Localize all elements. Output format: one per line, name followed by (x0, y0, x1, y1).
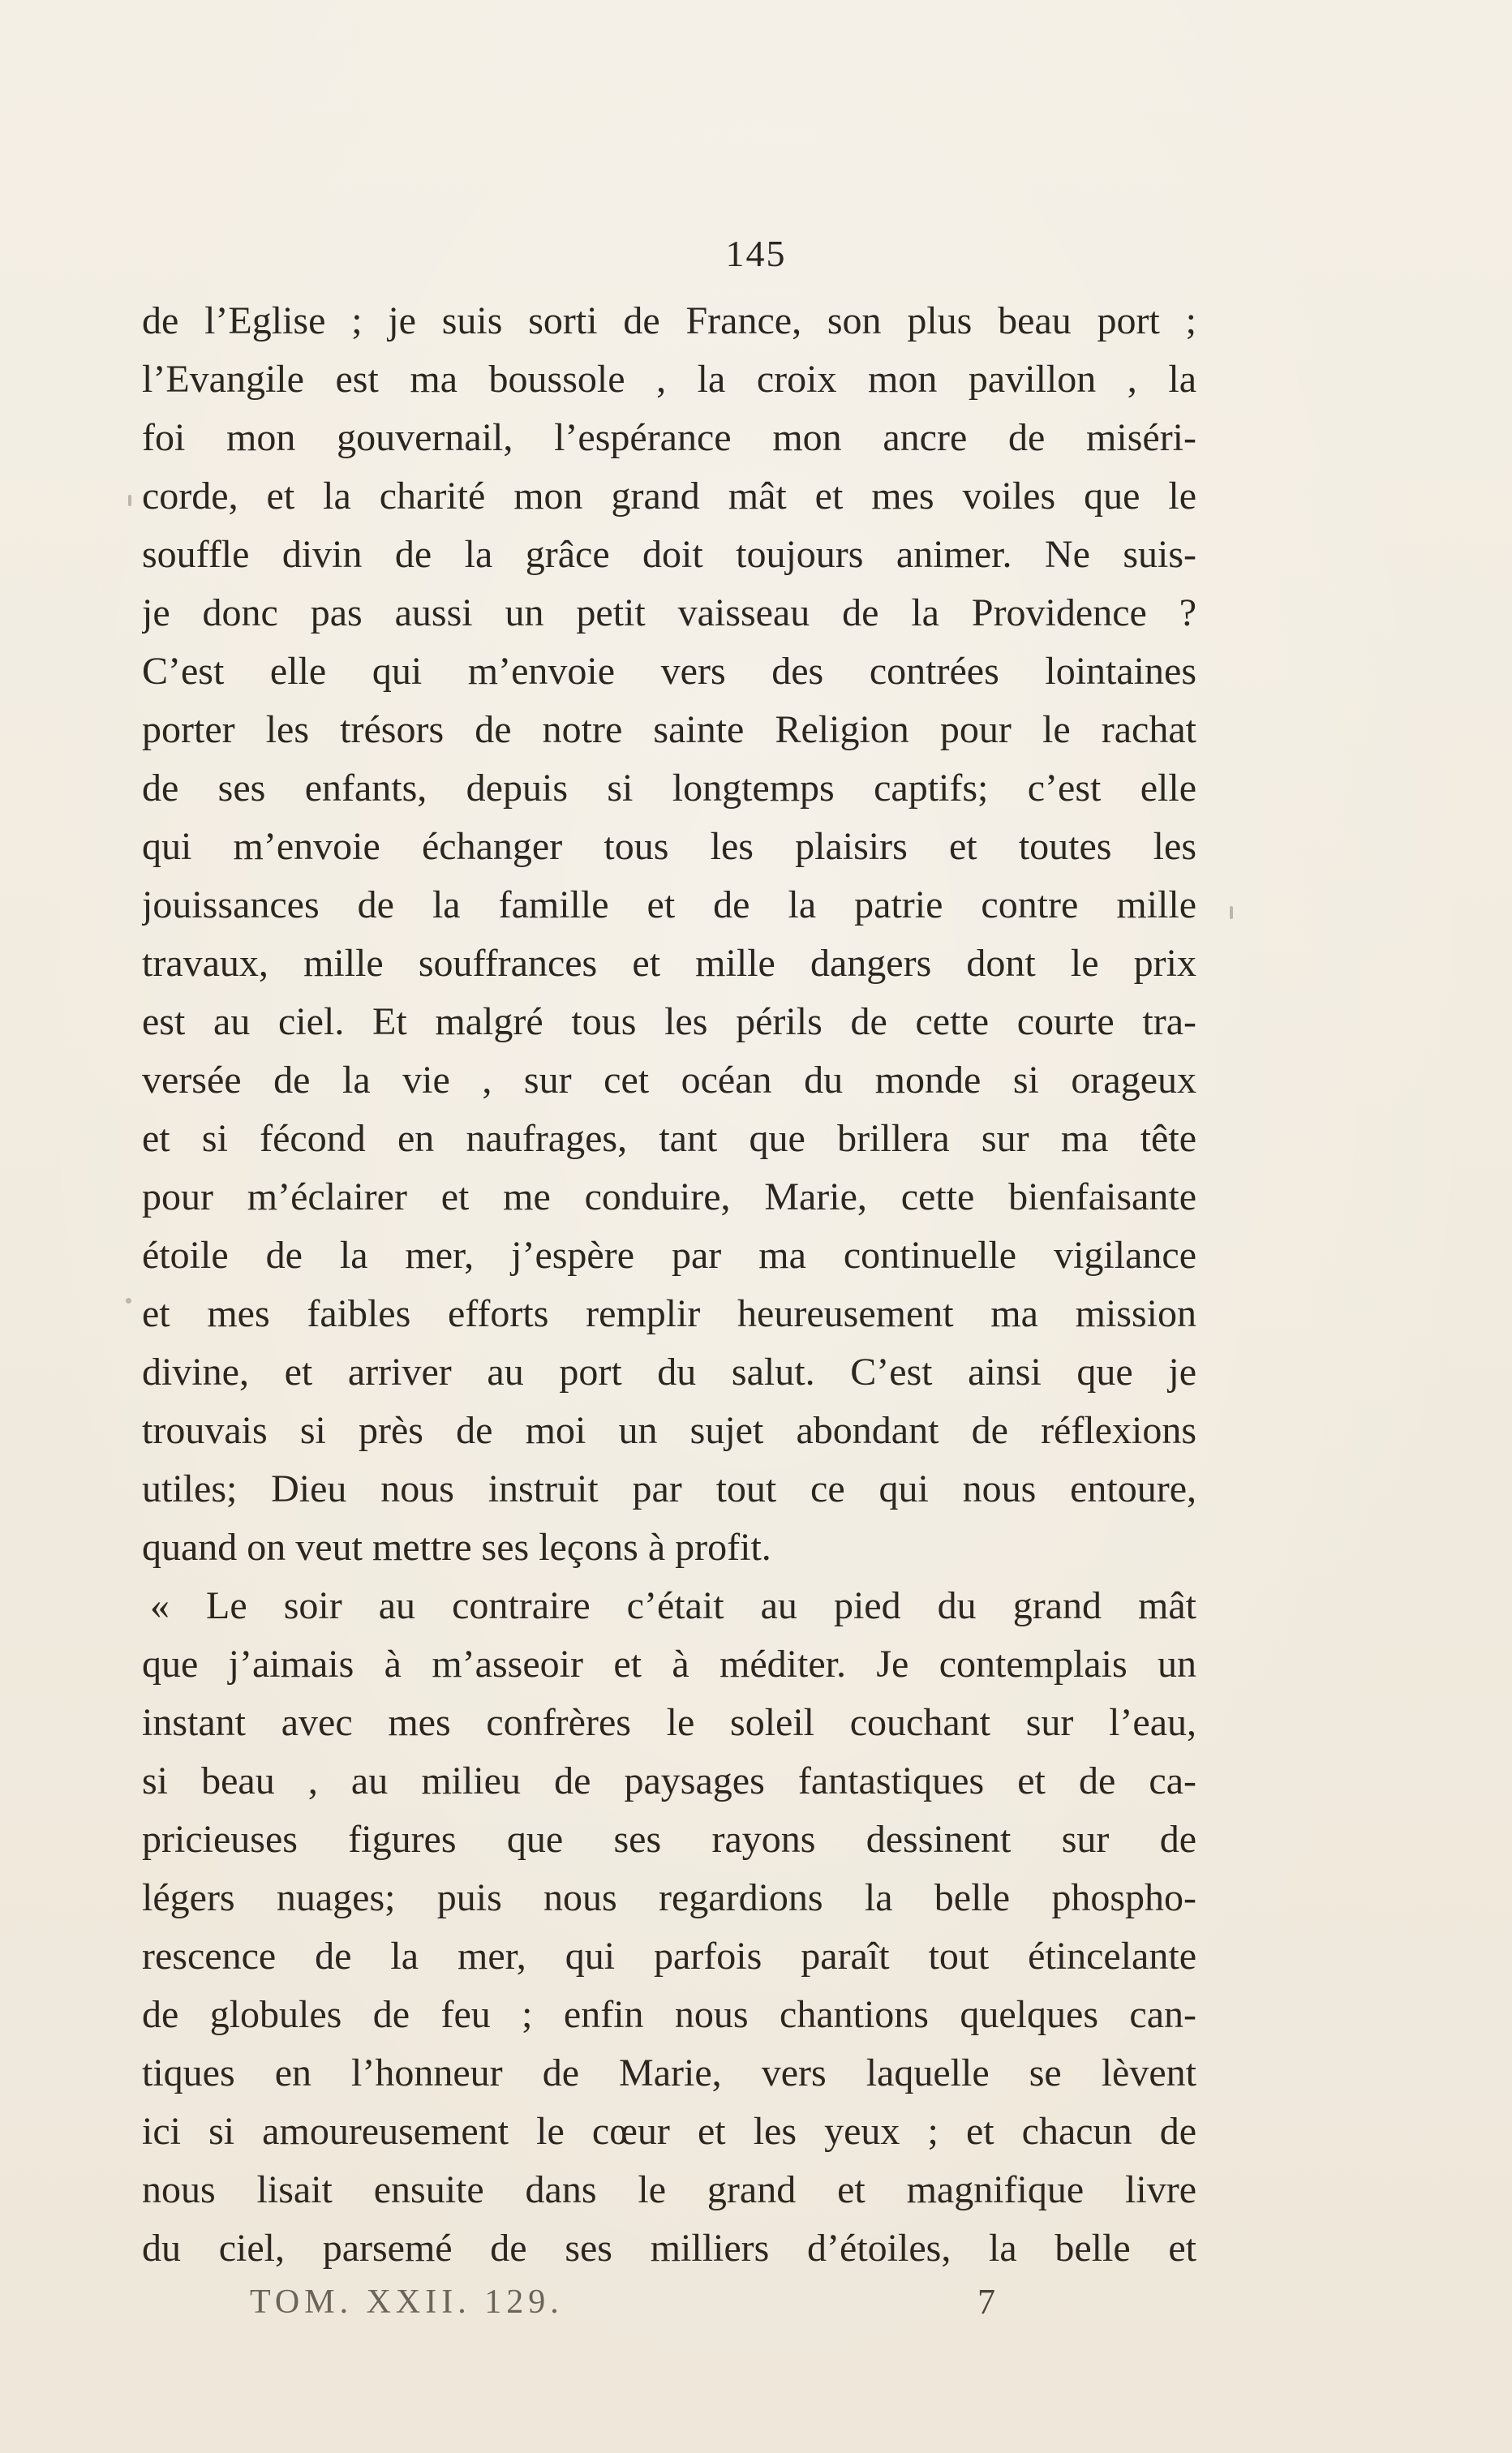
text-line: et mes faibles efforts remplir heureusement ma mission (142, 1292, 1196, 1335)
paper-speck (128, 495, 131, 506)
paragraph-end-line: quand on veut mettre ses leçons à profit. (142, 1526, 771, 1569)
body-text (142, 292, 1196, 2278)
page-number: 145 (725, 233, 787, 274)
text-line: est au ciel. Et malgré tous les périls de cette courte tra- (142, 1000, 1196, 1043)
text-line: légers nuages; puis nous regardions la belle phospho- (142, 1876, 1196, 1919)
text-line: de l’Eglise ; je suis sorti de France, son plus beau port ; (142, 299, 1196, 342)
text-line: trouvais si près de moi un sujet abondant de réflexions (142, 1409, 1196, 1452)
text-line: pour m’éclairer et me conduire, Marie, cette bienfaisante (142, 1175, 1196, 1218)
footer-signature: TOM. XXII. 129. (250, 2283, 564, 2321)
text-line: de globules de feu ; enfin nous chantions quelques can- (142, 1993, 1196, 2036)
paragraph-start-line: « Le soir au contraire c’était au pied du grand mât (150, 1584, 1196, 1627)
text-line: que j’aimais à m’asseoir et à méditer. Je contemplais un (142, 1643, 1196, 1686)
text-line: l’Evangile est ma boussole , la croix mon pavillon , la (142, 358, 1196, 401)
paper-speck (1230, 906, 1233, 919)
text-line: et si fécond en naufrages, tant que brillera sur ma tête (142, 1117, 1196, 1160)
text-line: je donc pas aussi un petit vaisseau de la Providence ? (142, 591, 1196, 634)
text-line: rescence de la mer, qui parfois paraît tout étincelante (142, 1935, 1196, 1978)
footer-mark: 7 (977, 2282, 995, 2322)
text-line: porter les trésors de notre sainte Religion pour le rachat (142, 708, 1196, 751)
text-line: utiles; Dieu nous instruit par tout ce qui nous entoure, (142, 1467, 1196, 1510)
text-line: divine, et arriver au port du salut. C’est ainsi que je (142, 1351, 1196, 1394)
text-line: foi mon gouvernail, l’espérance mon ancre de miséri- (142, 416, 1196, 459)
text-line: du ciel, parsemé de ses milliers d’étoiles, la belle et (142, 2227, 1196, 2270)
text-line: tiques en l’honneur de Marie, vers laquelle se lèvent (142, 2051, 1196, 2094)
text-line: souffle divin de la grâce doit toujours animer. Ne suis- (142, 533, 1196, 576)
text-line: ici si amoureusement le cœur et les yeux ; et chacun de (142, 2110, 1196, 2153)
text-line: instant avec mes confrères le soleil couchant sur l’eau, (142, 1701, 1196, 1744)
text-line: jouissances de la famille et de la patrie contre mille (142, 883, 1196, 926)
text-line: corde, et la charité mon grand mât et mes voiles que le (142, 475, 1196, 518)
text-line: versée de la vie , sur cet océan du monde si orageux (142, 1059, 1196, 1102)
text-line: étoile de la mer, j’espère par ma continuelle vigilance (142, 1234, 1196, 1277)
text-line: pricieuses figures que ses rayons dessinent sur de (142, 1818, 1196, 1861)
text-line: qui m’envoie échanger tous les plaisirs et toutes les (142, 825, 1196, 868)
text-line: si beau , au milieu de paysages fantastiques et de ca- (142, 1759, 1196, 1802)
text-line: de ses enfants, depuis si longtemps captifs; c’est elle (142, 767, 1196, 810)
text-line: nous lisait ensuite dans le grand et magnifique livre (142, 2168, 1196, 2211)
text-line: travaux, mille souffrances et mille dangers dont le prix (142, 942, 1196, 985)
paper-speck (126, 1298, 131, 1304)
text-line: C’est elle qui m’envoie vers des contrées lointaines (142, 650, 1196, 693)
